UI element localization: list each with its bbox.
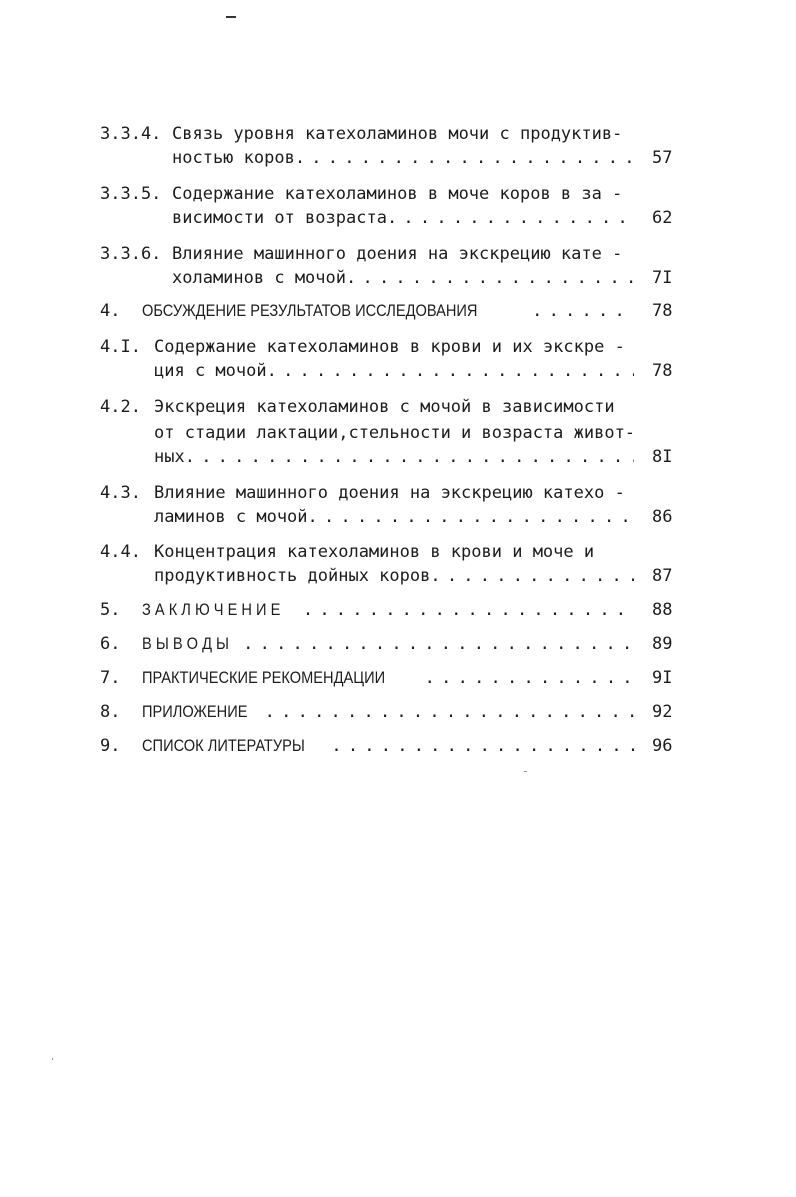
toc-entry-4-1-cont (0, 358, 796, 384)
toc-title-cont: ламинов с мочой . . . (154, 504, 634, 530)
toc-number: 4.I. (100, 337, 141, 357)
toc-page: 9I (652, 668, 673, 688)
toc-title: Экскреция катехоламинов с мочой в зависимости (154, 397, 615, 417)
toc-title: ОБСУЖДЕНИЕ РЕЗУЛЬТАТОВ ИССЛЕДОВАНИЯ . . . (142, 298, 634, 324)
toc-title-cont: ностью коров . . . (172, 145, 634, 171)
toc-title: Содержание катехоламинов в крови и их экскре - (154, 337, 625, 357)
toc-page: 57 (652, 148, 673, 168)
toc-number: 3.3.4. (100, 124, 162, 144)
toc-page: 92 (652, 702, 673, 722)
toc-number: 4.4. (100, 542, 141, 562)
toc-title-cont: продуктивность дойных коров . . . (154, 563, 634, 589)
toc-page: 96 (652, 736, 673, 756)
toc-entry-3-3-4-cont (0, 145, 796, 171)
toc-entry-7 (0, 665, 796, 691)
toc-entry-4-4-cont (0, 563, 796, 589)
toc-page: 86 (652, 507, 673, 527)
toc-title: З А К Л Ю Ч Е Н И Е . . . (142, 597, 634, 623)
toc-page: 8I (652, 447, 673, 467)
toc-page: 62 (652, 208, 673, 228)
toc-number: 9. (100, 736, 121, 756)
toc-entry-3-3-5-cont (0, 205, 796, 231)
toc-number: 5. (100, 600, 121, 620)
toc-entry-4 (0, 298, 796, 324)
toc-title-cont: ция с мочой . . . (154, 358, 634, 384)
scan-speck (52, 1058, 53, 1060)
toc-entry-4-1 (0, 334, 796, 360)
toc-title-cont: ных . . . (154, 444, 634, 470)
toc-title-cont: холаминов с мочой . . . (172, 265, 634, 291)
toc-number: 8. (100, 702, 121, 722)
toc-entry-4-2 (0, 394, 796, 420)
toc-page: 78 (652, 301, 673, 321)
toc-number: 7. (100, 668, 121, 688)
toc-number: 4. (100, 301, 121, 321)
toc-page: 89 (652, 634, 673, 654)
toc-number: 3.3.5. (100, 184, 162, 204)
toc-title: Связь уровня катехоламинов мочи с продуктив- (172, 124, 623, 144)
toc-page: 78 (652, 361, 673, 381)
toc-entry-3-3-4 (0, 121, 796, 147)
toc-entry-4-2-cont1 (0, 420, 796, 446)
toc-number: 4.3. (100, 483, 141, 503)
toc-entry-3-3-5 (0, 181, 796, 207)
toc-entry-4-3-cont (0, 504, 796, 530)
toc-entry-4-3 (0, 480, 796, 506)
toc-entry-5 (0, 597, 796, 623)
toc-number: 3.3.6. (100, 244, 162, 264)
toc-title: Влияние машинного доения на экскрецию кате - (172, 244, 623, 264)
toc-entry-6 (0, 631, 796, 657)
toc-title: СПИСОК ЛИТЕРАТУРЫ . . . (142, 733, 634, 759)
toc-page: 88 (652, 600, 673, 620)
toc-entry-4-4 (0, 539, 796, 565)
toc-entry-9 (0, 733, 796, 759)
toc-number: 4.2. (100, 397, 141, 417)
toc-page: 87 (652, 566, 673, 586)
toc-entry-8 (0, 699, 796, 725)
toc-entry-3-3-6 (0, 241, 796, 267)
toc-number: 6. (100, 634, 121, 654)
toc-title-cont: висимости от возраста . . . (172, 205, 634, 231)
toc-page: 7I (652, 268, 673, 288)
toc-title: Влияние машинного доения на экскрецию катехо - (154, 483, 625, 503)
toc-title: ПРАКТИЧЕСКИЕ РЕКОМЕНДАЦИИ . . . (142, 665, 634, 691)
toc-title: Концентрация катехоламинов в крови и моче и (154, 542, 595, 562)
toc-entry-3-3-6-cont (0, 265, 796, 291)
toc-title: Содержание катехоламинов в моче коров в за - (172, 184, 623, 204)
scan-speck (524, 771, 527, 772)
toc-title: ПРИЛОЖЕНИЕ . . . (142, 699, 634, 725)
toc-title-cont: от стадии лактации,стельности и возраста живот- (154, 423, 636, 443)
scan-mark (226, 16, 236, 18)
toc-entry-4-2-cont2 (0, 444, 796, 470)
toc-title: В Ы В О Д Ы . . . (142, 631, 634, 657)
